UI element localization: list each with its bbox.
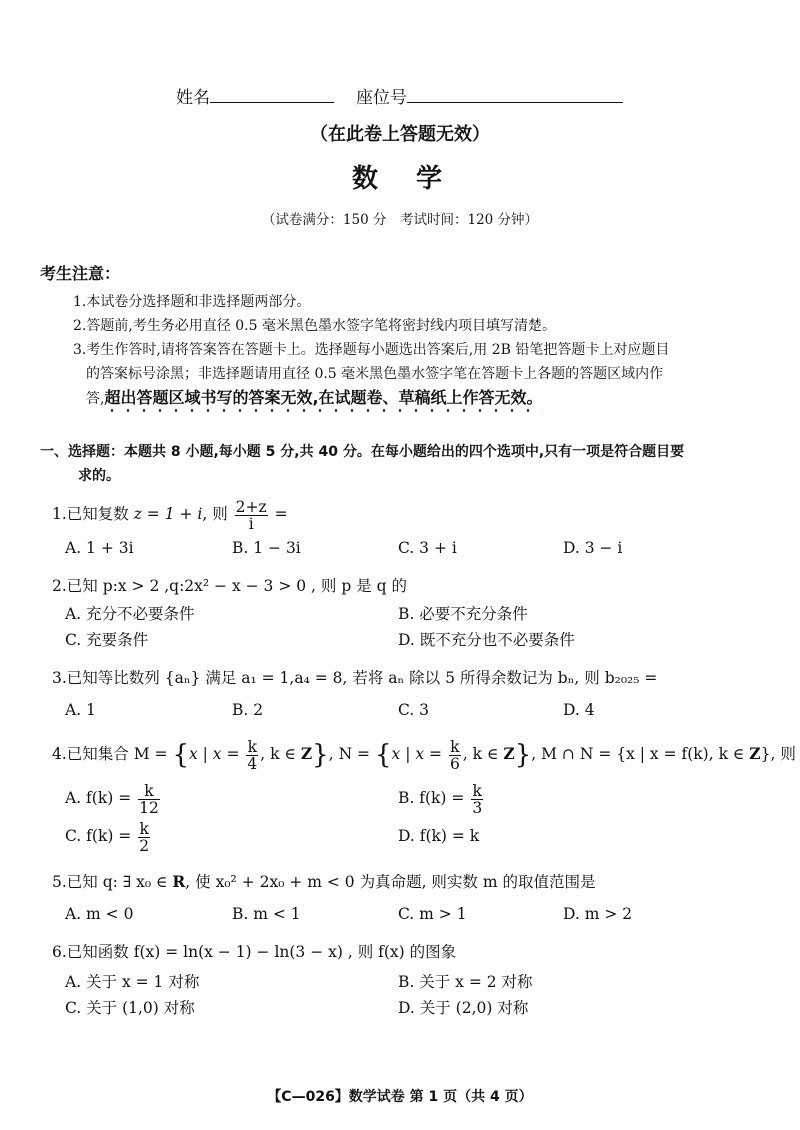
instruction-3-line1: 3.考生作答时,请将答案答在答题卡上。选择题每小题选出答案后,用 2B 铅笔把答题卡上对应题目 [73,342,670,358]
q6-option-a: A. 关于 x = 1 对称 [65,973,200,991]
instruction-1: 1.本试卷分选择题和非选择题两部分。 [73,294,311,310]
q3-option-a: A. 1 [65,701,96,719]
q2-option-c: C. 充要条件 [65,631,149,649]
instruction-3-answer: 答, [86,391,105,407]
q1-fraction [235,499,268,532]
q4-fraction-n: $\frac{k}{6}$ [449,737,460,773]
q4-option-c: C. f(k) = $\frac{k}{2}$ [65,819,150,855]
q3-option-b: B. 2 [232,701,264,719]
question-3-stem: 3.已知等比数列 {aₙ} 满足 a₁ = 1,a₄ = 8, 若将 aₙ 除以 5 所得余数记为 bₙ, 则 b₂₀₂₅ = [52,669,658,687]
question-1-stem: 1.已知复数 z = 1 + i, 则 $\frac{2+z}{i}$ = [52,497,288,533]
q4-option-a: A. f(k) = $\frac{k}{12}$ [65,781,159,817]
q5-option-a: A. m < 0 [65,905,134,923]
name-blank [210,84,334,103]
q3-option-d: D. 4 [563,701,595,719]
seat-blank [407,84,623,103]
instruction-3-line2: 的答案标号涂黑；非选择题请用直径 0.5 毫米黑色墨水签字笔在答题卡上各题的答题区域内作 [86,366,664,382]
instructions-heading: 考生注意： [40,264,121,283]
question-5-stem: 5.已知 q: ∃ x₀ ∈ R, 使 x₀² + 2x₀ + m < 0 为真命题, 则实数 m 的取值范围是 [52,872,596,891]
invalid-notice: （在此卷上答题无效） [310,124,490,145]
name-field [176,84,334,108]
instruction-2: 2.答题前,考生务必用直径 0.5 毫米黑色墨水签字笔将密封线内项目填写清楚。 [73,318,556,334]
q1-option-d: D. 3 − i [563,539,623,557]
q1-numerator: 2+z [235,497,267,516]
q1-z-expression: z = 1 + i [133,505,203,523]
q1-option-b: B. 1 − 3i [232,539,301,557]
question-2-stem: 2.已知 p:x > 2 ,q:2x² − x − 3 > 0 , 则 p 是 q 的 [52,577,407,595]
name-label: 姓名 [176,88,210,108]
page-title: 数 学 [351,164,448,194]
q5-option-b: B. m < 1 [232,905,301,923]
q4-option-b: B. f(k) = $\frac{k}{3}$ [398,781,483,817]
q2-option-a: A. 充分不必要条件 [65,605,195,623]
q4-fraction-m: $\frac{k}{4}$ [247,737,258,773]
q6-option-b: B. 关于 x = 2 对称 [398,973,533,991]
section-1-heading: 一、选择题：本题共 8 小题,每小题 5 分,共 40 分。在每小题给出的四个选项中,只有一项是符合题目要 [40,444,685,460]
q4-option-d: D. f(k) = k [398,827,480,845]
exam-info: （试卷满分：150 分 考试时间：120 分钟） [261,212,539,228]
seat-field [356,84,623,108]
seat-label: 座位号 [356,88,407,108]
instruction-3-line3 [86,388,543,409]
question-4-stem: 4.已知集合 M = {x | x = $\frac{k}{4}$ , k ∈ Z}, N = {x | x = $\frac{k}{6}$ , k ∈ Z}, M ∩ N = {x | x = f(k), k ∈ Z}, 则 [52,737,796,773]
invalid-answer-warning: 超出答题区域书写的答案无效,在试题卷、草稿纸上作答无效。 [104,388,542,413]
page-footer: 【C—026】数学试卷 第 1 页（共 4 页） [267,1089,533,1105]
q5-option-d: D. m > 2 [563,905,633,923]
q2-option-d: D. 既不充分也不必要条件 [398,631,575,649]
q1-denominator: i [235,515,268,532]
q3-option-c: C. 3 [398,701,430,719]
question-6-stem: 6.已知函数 f(x) = ln(x − 1) − ln(3 − x) , 则 f(x) 的图象 [52,943,457,961]
q6-option-d: D. 关于 (2,0) 对称 [398,999,529,1017]
q1-option-c: C. 3 + i [398,539,457,557]
q6-option-c: C. 关于 (1,0) 对称 [65,999,195,1017]
section-1-heading-cont: 求的。 [78,468,120,484]
q1-option-a: A. 1 + 3i [65,539,134,557]
q5-option-c: C. m > 1 [398,905,467,923]
q2-option-b: B. 必要不充分条件 [398,605,528,623]
